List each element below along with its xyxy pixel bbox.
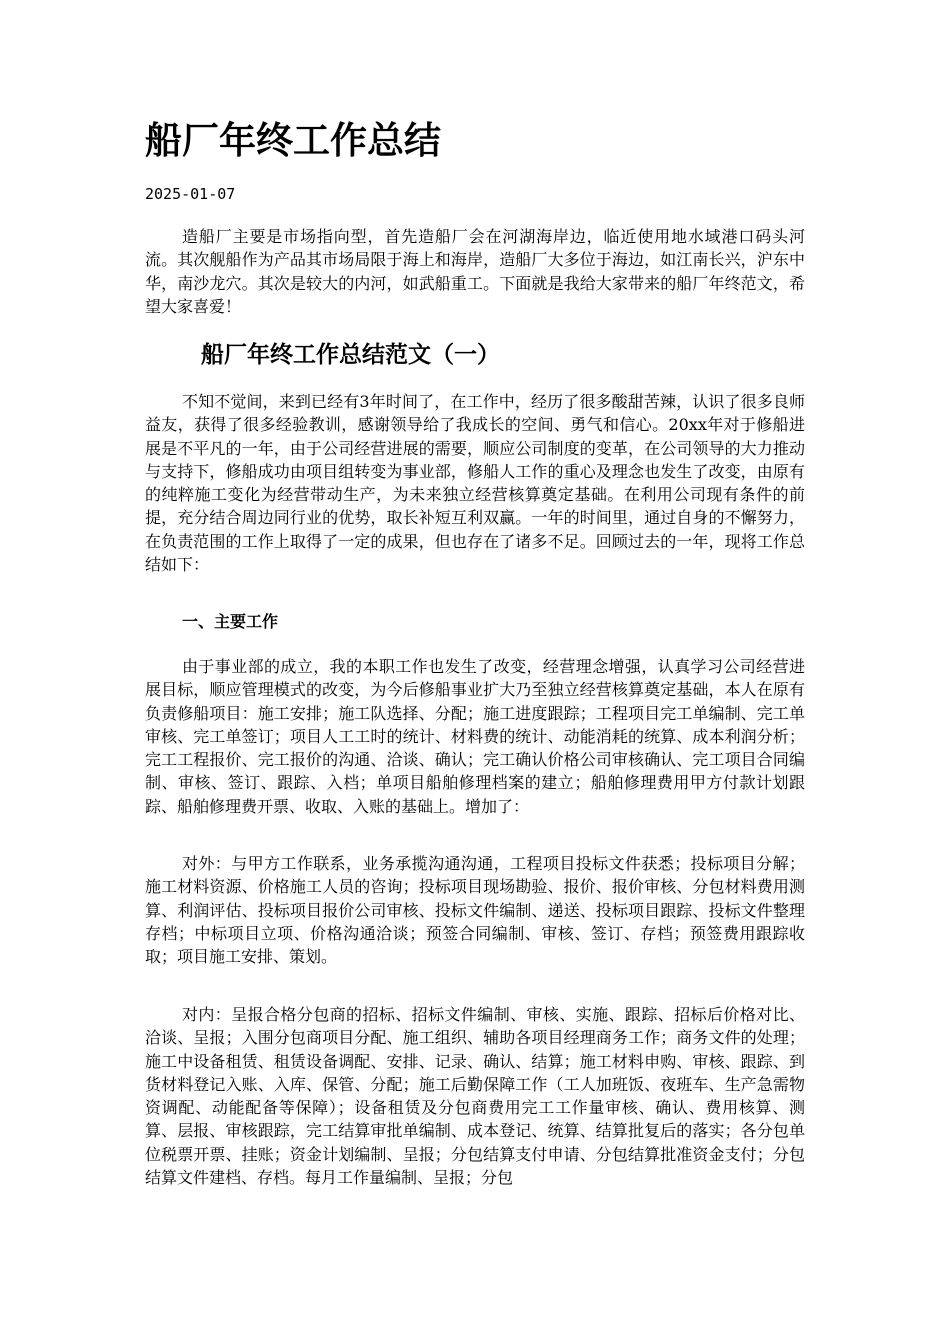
body-paragraph-2: 由于事业部的成立，我的本职工作也发生了改变，经营理念增强，认真学习公司经营进展目标，顺应管理模式的改变，为今后修船事业扩大乃至独立经营核算奠定基础，本人在原有负责修船项目：施工安排；施工队选择、分配；施工进度跟踪；工程项目完工单编制、完工单审核、完工单签订；项目人工工时的统计、材料费的统计、动能消耗的统算、成本利润分析；完工工程报价、完工报价的沟通、洽谈、确认；完工确认价格公司审核确认、完工项目合同编制、审核、签订、跟踪、入档；单项目船舶修理档案的建立；船舶修理费用甲方付款计划跟踪、船舶修理费开票、收取、入账的基础上。增加了： — [145, 657, 805, 816]
intro-paragraph: 造船厂主要是市场指向型，首先造船厂会在河湖海岸边，临近使用地水域港口码头河流。其次舰船作为产品其市场局限于海上和海岸，造船厂大多位于海边，如江南长兴，沪东中华，南沙龙穴。其次是较大的内河，如武船重工。下面就是我给大家带来的船厂年终范文，希望大家喜爱！ — [145, 227, 805, 316]
document-title: 船厂年终工作总结 — [145, 119, 441, 162]
section-heading: 船厂年终工作总结范文（一） — [201, 342, 500, 368]
document-date: 2025-01-07 — [145, 185, 236, 203]
body-paragraph-1: 不知不觉间，来到已经有3年时间了，在工作中，经历了很多酸甜苦辣，认识了很多良师益友，获得了很多经验教训，感谢领导给了我成长的空间、勇气和信心。20xx年对于修船进展是不平凡的一年，由于公司经营进展的需要，顺应公司制度的变革，在公司领导的大力推动与支持下，修船成功由项目组转变为事业部，修船人工作的重心及理念也发生了改变，由原有的纯粹施工变化为经营带动生产，为未来独立经营核算奠定基础。在利用公司现有条件的前提，充分结合周边同行业的优势，取长补短互利双赢。一年的时间里，通过自身的不懈努力，在负责范围的工作上取得了一定的成果，但也存在了诸多不足。回顾过去的一年，现将工作总结如下： — [145, 392, 805, 575]
body-paragraph-external: 对外：与甲方工作联系，业务承揽沟通沟通，工程项目投标文件获悉；投标项目分解；施工材料资源、价格施工人员的咨询；投标项目现场勘验、报价、报价审核、分包材料费用测算、利润评估、投标项目报价公司审核、投标文件编制、递送、投标项目跟踪、投标文件整理存档；中标项目立项、价格沟通洽谈；预签合同编制、审核、签订、存档；预签费用跟踪收取；项目施工安排、策划。 — [145, 854, 805, 967]
sub-heading-main-work: 一、主要工作 — [182, 612, 279, 631]
body-paragraph-internal: 对内：呈报合格分包商的招标、招标文件编制、审核、实施、跟踪、招标后价格对比、洽谈、呈报；入围分包商项目分配、施工组织、辅助各项目经理商务工作；商务文件的处理；施工中设备租赁、租赁设备调配、安排、记录、确认、结算；施工材料申购、审核、跟踪、到货材料登记入账、入库、保管、分配；施工后勤保障工作（工人加班饭、夜班车、生产急需物资调配、动能配备等保障）；设备租赁及分包商费用完工工作量审核、确认、费用核算、测算、层报、审核跟踪，完工结算审批单编制、成本登记、统算、结算批复后的落实；各分包单位税票开票、挂账；资金计划编制、呈报；分包结算支付申请、分包结算批准资金支付；分包结算文件建档、存档。每月工作量编制、呈报；分包 — [145, 1005, 805, 1188]
